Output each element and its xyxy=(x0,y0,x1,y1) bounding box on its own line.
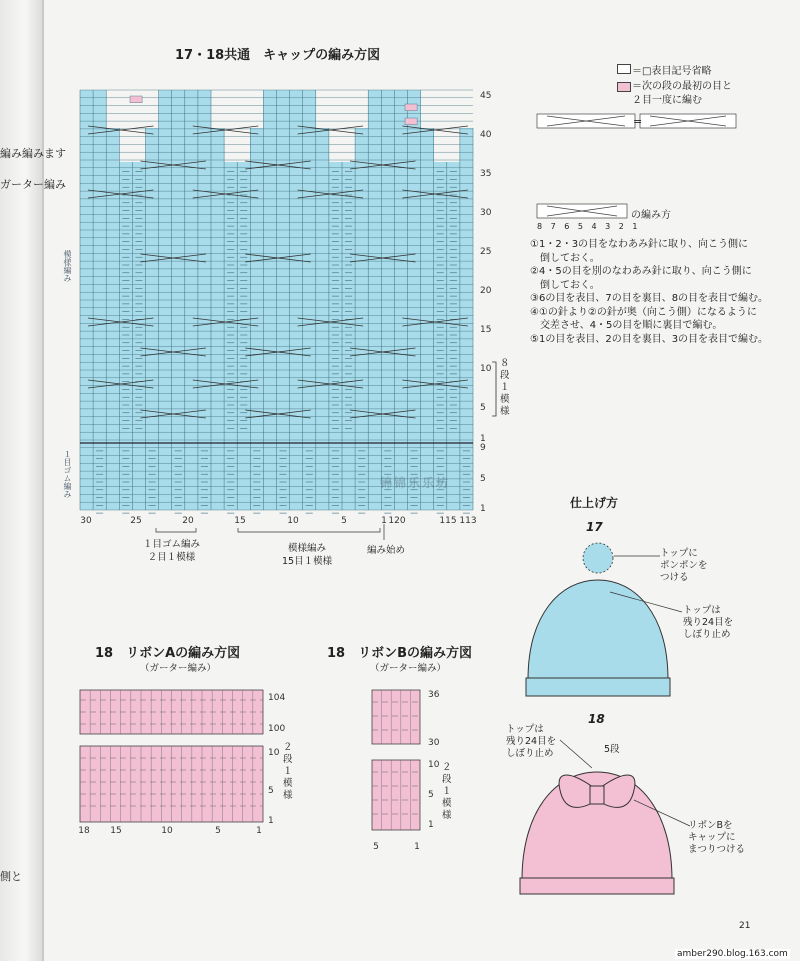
ribbon-a-col-tick: 18 xyxy=(78,826,90,836)
cap17-pompom xyxy=(583,543,613,573)
cap-row-tick: 45 xyxy=(480,91,492,101)
ribbon-b-row-tick: 36 xyxy=(428,690,440,700)
cap-column xyxy=(132,162,145,510)
ribbon-b-col-tick: 5 xyxy=(373,842,379,852)
left-bleed-text-2: ガーター編み xyxy=(0,178,66,191)
cap-row-tick: 35 xyxy=(480,169,492,179)
cap-row-tick: 25 xyxy=(480,247,492,257)
cap-col-tick: 10 xyxy=(287,516,299,526)
ribbon-b-row-tick: 30 xyxy=(428,738,440,748)
cable-step: ⑤1の目を表目、2の目を裏目、3の目を表目で編む。 xyxy=(530,333,769,345)
ribbon-a-row-tick: 100 xyxy=(268,724,286,734)
cap-repeat-label: ８段１模様 xyxy=(500,358,510,417)
cap-column xyxy=(434,162,447,510)
cap-col-tick: 30 xyxy=(80,516,92,526)
watermark: 锦锦乐乐坊 xyxy=(380,476,451,490)
cap-column xyxy=(342,162,355,510)
cap-col-tick: 115 xyxy=(439,516,457,526)
cable-step: ③6の目を表目、7の目を裏目、8の目を表目で編む。 xyxy=(530,293,769,304)
ribbon-b-title: 18 リボンBの編み方図 xyxy=(327,646,472,661)
ribbon-a-row-tick: 10 xyxy=(268,748,280,758)
ribbon-a-row-tick: 104 xyxy=(268,693,286,703)
cap-row-tick: 10 xyxy=(480,364,492,374)
cap-left-pattern-label: 模様編み xyxy=(63,250,72,282)
decrease-mark xyxy=(405,118,417,125)
cap-chart-title: 17・18共通 キャップの編み方図 xyxy=(175,48,381,63)
cap-row-tick: 1 xyxy=(480,434,486,444)
cap17-number: 17 xyxy=(586,520,603,534)
decrease-mark xyxy=(130,96,142,103)
cap-col-tick: 120 xyxy=(388,516,406,526)
cap-col-tick: 113 xyxy=(459,516,477,526)
cap-col-tick: 15 xyxy=(234,516,246,526)
cap-column xyxy=(447,162,460,510)
ribbon-b-top-block xyxy=(372,690,420,744)
cable-step: ②4・5の目を別のなわあみ針に取り、向こう側に xyxy=(530,266,752,277)
cable-step: ④①の針より②の針が奥（向こう側）になるように xyxy=(530,306,757,318)
start-label: 編み始め xyxy=(367,545,406,556)
cap-row-tick: 1 xyxy=(480,504,486,514)
cap17-body xyxy=(528,580,668,680)
cap-row-tick: 40 xyxy=(480,130,492,140)
cap-row-tick: 9 xyxy=(480,443,486,453)
pattern-label: 模様編み 15目１模様 xyxy=(282,543,333,567)
cap18-bow-knot xyxy=(590,786,604,804)
ribbon-b-repeat: ２段１模様 xyxy=(442,762,452,821)
cap18-gather-leader xyxy=(560,740,592,768)
cap-row-tick: 5 xyxy=(480,474,486,484)
ribbon-a-row-tick: 1 xyxy=(268,816,274,826)
ribbon-a-title: 18 リボンAの編み方図 xyxy=(95,646,241,661)
cap18-ribbon-label: リボンBを キャップに まつりつける xyxy=(688,820,746,855)
ribbon-a-row-tick: 5 xyxy=(268,786,274,796)
cap-row-tick: 15 xyxy=(480,325,492,335)
legend-item-2: ＝次の段の最初の目と ２目一度に編む xyxy=(632,81,732,106)
cap-col-tick: 25 xyxy=(130,516,142,526)
cap-column xyxy=(211,128,224,510)
ribbon-b-col-tick: 1 xyxy=(414,842,420,852)
cable-step: ①1・2・3の目をなわあみ針に取り、向こう側に xyxy=(530,239,749,250)
ribbon-b-subtitle: （ガーター編み） xyxy=(370,663,447,674)
ribbon-a-col-tick: 10 xyxy=(161,826,173,836)
cap-column xyxy=(224,162,237,510)
cap-row-tick: 5 xyxy=(480,403,486,413)
cable-numbers: 8 7 6 5 4 3 2 1 xyxy=(537,222,641,231)
legend-blank-symbol xyxy=(617,64,631,77)
cap-col-tick: 1 xyxy=(381,516,387,526)
cap-column xyxy=(421,128,434,510)
ribbon-b-bottom-block xyxy=(372,760,420,830)
cap-col-tick: 5 xyxy=(341,516,347,526)
ribbon-b-row-tick: 5 xyxy=(428,790,434,800)
cap-column xyxy=(237,162,250,510)
rib-bracket xyxy=(156,528,196,532)
ribbon-a-repeat: ２段１模様 xyxy=(283,742,293,801)
site-watermark: amber290.blog.163.com xyxy=(677,949,788,959)
cap17-pompom-label: トップに ポンポンを つける xyxy=(660,548,708,583)
cap18-brim xyxy=(520,878,674,894)
cap17-gather-label: トップは 残り24目を しぼり止め xyxy=(683,605,734,640)
cap-column xyxy=(106,128,119,510)
ribbon-b-row-tick: 10 xyxy=(428,760,440,770)
cable-step: 交差させ、4・5の目を順に裏目で編む。 xyxy=(530,320,723,331)
ribbon-a-col-tick: 1 xyxy=(256,826,262,836)
legend-item-1: ＝□表目記号省略 xyxy=(632,66,712,77)
decrease-mark xyxy=(405,104,417,111)
finishing-title: 仕上げ方 xyxy=(570,496,619,510)
cap-row-tick: 20 xyxy=(480,286,492,296)
ribbon-a-col-tick: 5 xyxy=(215,826,221,836)
cap18-gather-label: トップは 残り24目を しぼり止め xyxy=(506,724,557,759)
cable-step: 倒しておく。 xyxy=(530,252,600,264)
cable-title: の編み方 xyxy=(631,210,671,221)
left-bleed-text-1: 編み編みます xyxy=(0,147,66,160)
cap18-rows-label: 5段 xyxy=(604,744,620,755)
cap18-number: 18 xyxy=(588,712,605,726)
cap17-brim xyxy=(526,678,670,696)
legend-dec-symbol xyxy=(617,82,631,95)
ribbon-b-row-tick: 1 xyxy=(428,820,434,830)
cable-steps xyxy=(530,238,768,346)
equals-sign: = xyxy=(633,115,643,128)
pattern-bracket xyxy=(238,528,380,532)
cap-column xyxy=(119,162,132,510)
repeat-bracket xyxy=(492,362,496,416)
left-bleed-text-3: 側と xyxy=(0,870,22,883)
ribbon-a-subtitle: （ガーター編み） xyxy=(140,663,217,674)
cable-step: 倒しておく。 xyxy=(530,279,600,291)
cap-column xyxy=(329,162,342,510)
ribbon-a-col-tick: 15 xyxy=(110,826,122,836)
rib-label: １目ゴム編み ２目１模様 xyxy=(143,539,201,563)
cap-row-tick: 30 xyxy=(480,208,492,218)
cap-col-tick: 20 xyxy=(182,516,194,526)
cap-left-rib-label: １目ゴム編み xyxy=(63,450,72,498)
page-number: 21 xyxy=(739,921,751,931)
cap-column xyxy=(316,128,329,510)
